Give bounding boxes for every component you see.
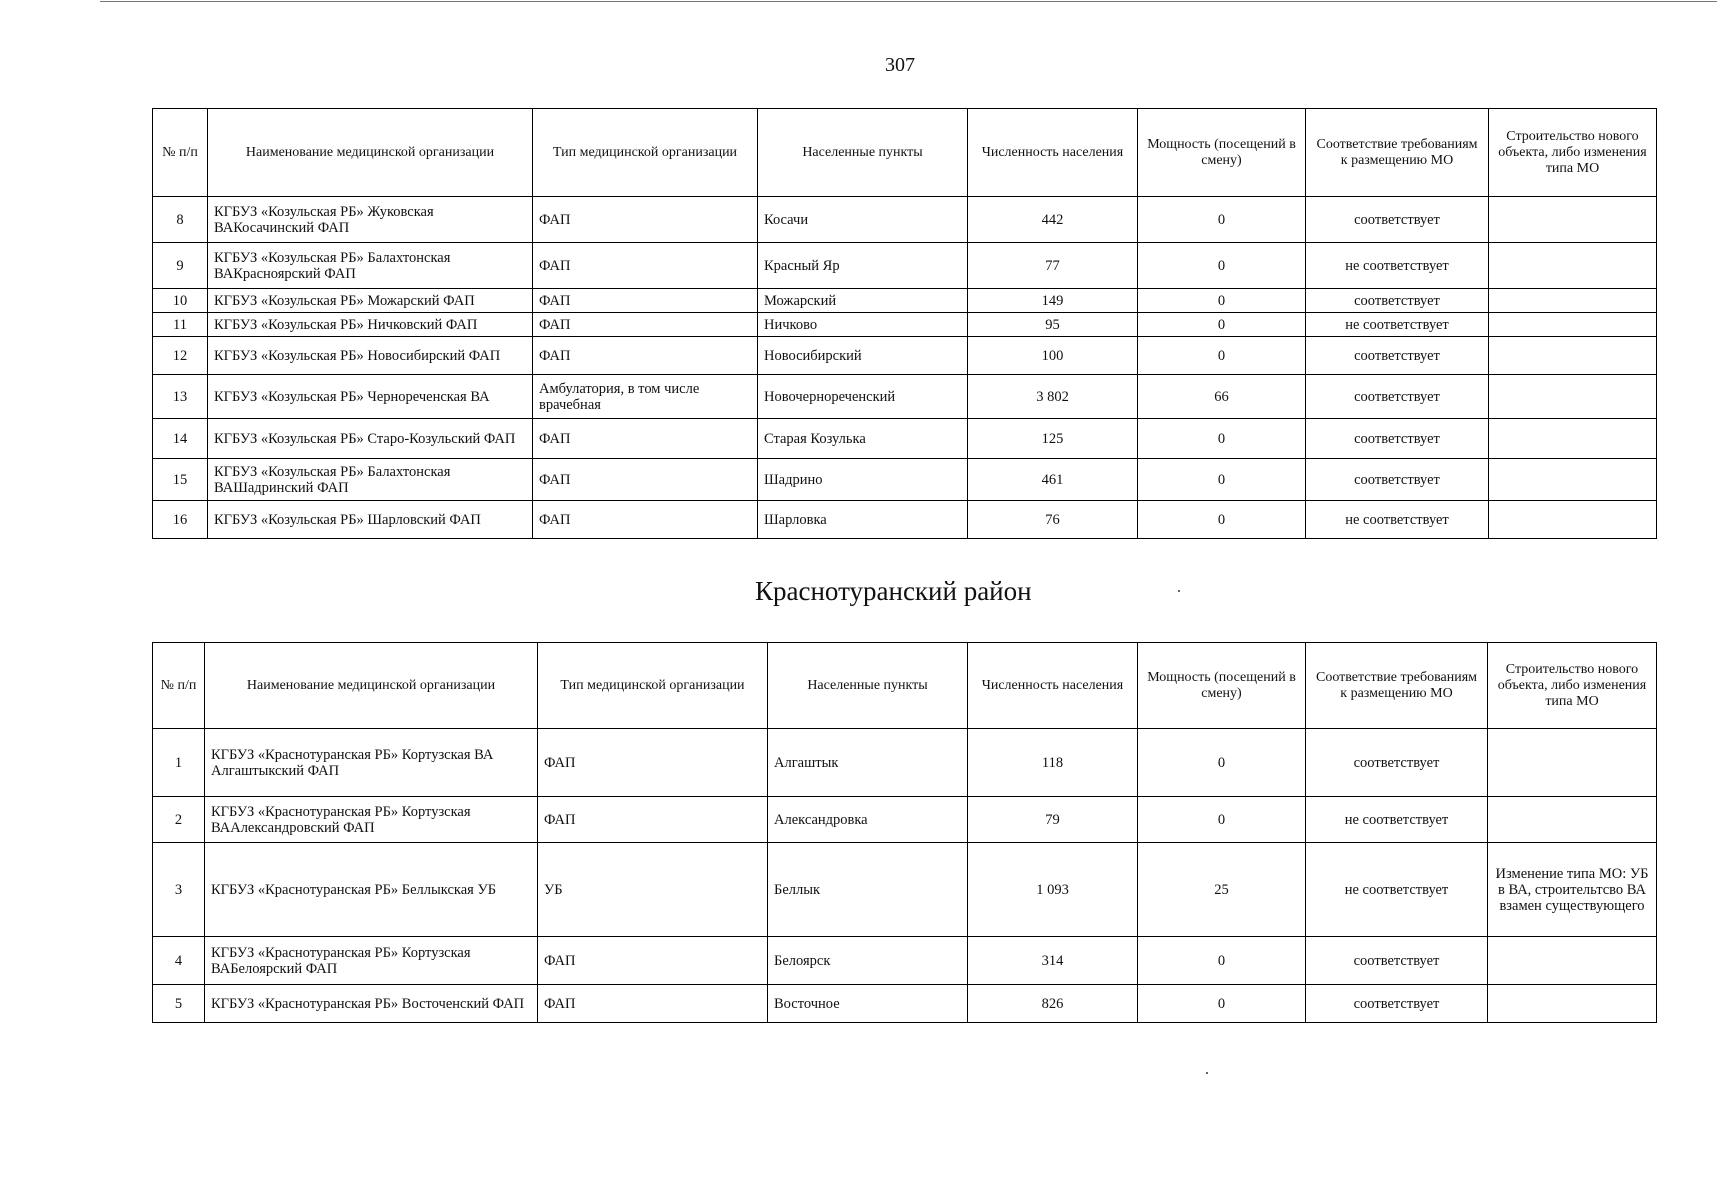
- organization-type-cell: ФАП: [538, 729, 768, 797]
- population-cell: 149: [968, 289, 1138, 313]
- organization-name-cell: КГБУЗ «Козульская РБ» Можарский ФАП: [208, 289, 533, 313]
- population-cell: 79: [968, 797, 1138, 843]
- compliance-cell: соответствует: [1306, 937, 1488, 985]
- organization-name-cell: КГБУЗ «Козульская РБ» Новосибирский ФАП: [208, 337, 533, 375]
- row-number-cell: 2: [153, 797, 205, 843]
- population-cell: 442: [968, 197, 1138, 243]
- locality-cell: Можарский: [758, 289, 968, 313]
- compliance-cell: не соответствует: [1306, 243, 1489, 289]
- locality-cell: Ничково: [758, 313, 968, 337]
- row-number-cell: 4: [153, 937, 205, 985]
- capacity-cell: 0: [1138, 459, 1306, 501]
- table-row: [153, 797, 1657, 843]
- population-cell: 1 093: [968, 843, 1138, 937]
- row-number-cell: 5: [153, 985, 205, 1023]
- table-header-row: [153, 109, 1657, 197]
- table-row: [153, 313, 1657, 337]
- capacity-cell: 0: [1138, 289, 1306, 313]
- construction-cell: [1488, 985, 1657, 1023]
- table-row: [153, 843, 1657, 937]
- table-row: [153, 729, 1657, 797]
- scan-speck: [1206, 1072, 1208, 1074]
- locality-cell: Красный Яр: [758, 243, 968, 289]
- organization-name-cell: КГБУЗ «Козульская РБ» Чернореченская ВА: [208, 375, 533, 419]
- population-cell: 118: [968, 729, 1138, 797]
- organization-name-cell: КГБУЗ «Козульская РБ» Старо-Козульский ФАП: [208, 419, 533, 459]
- locality-cell: Косачи: [758, 197, 968, 243]
- construction-cell: Изменение типа МО: УБ в ВА, строительтсво ВА взамен существующего: [1488, 843, 1657, 937]
- construction-cell: [1489, 459, 1657, 501]
- facilities-table-krasnoturansky: [152, 642, 1657, 1023]
- header-capacity: Мощность (посещений в смену): [1138, 109, 1306, 197]
- organization-type-cell: УБ: [538, 843, 768, 937]
- locality-cell: Шарловка: [758, 501, 968, 539]
- row-number-cell: 8: [153, 197, 208, 243]
- construction-cell: [1489, 501, 1657, 539]
- organization-name-cell: КГБУЗ «Козульская РБ» Балахтонская ВАШадринский ФАП: [208, 459, 533, 501]
- population-cell: 3 802: [968, 375, 1138, 419]
- header-num: № п/п: [153, 109, 208, 197]
- row-number-cell: 9: [153, 243, 208, 289]
- table-row: [153, 501, 1657, 539]
- organization-name-cell: КГБУЗ «Краснотуранская РБ» Беллыкская УБ: [205, 843, 538, 937]
- header-capacity: Мощность (посещений в смену): [1138, 643, 1306, 729]
- population-cell: 95: [968, 313, 1138, 337]
- organization-type-cell: ФАП: [533, 459, 758, 501]
- compliance-cell: соответствует: [1306, 197, 1489, 243]
- table-row: [153, 197, 1657, 243]
- compliance-cell: соответствует: [1306, 337, 1489, 375]
- capacity-cell: 0: [1138, 419, 1306, 459]
- locality-cell: Белоярск: [768, 937, 968, 985]
- construction-cell: [1489, 289, 1657, 313]
- header-construction: Строительство нового объекта, либо изменения типа МО: [1489, 109, 1657, 197]
- compliance-cell: не соответствует: [1306, 313, 1489, 337]
- table-row: [153, 243, 1657, 289]
- row-number-cell: 16: [153, 501, 208, 539]
- organization-type-cell: ФАП: [533, 501, 758, 539]
- capacity-cell: 0: [1138, 797, 1306, 843]
- scan-speck: [1178, 590, 1180, 592]
- header-compliance: Соответствие требованиям к размещению МО: [1306, 643, 1488, 729]
- facilities-table-kozulsky: [152, 108, 1657, 539]
- header-construction: Строительство нового объекта, либо изменения типа МО: [1488, 643, 1657, 729]
- population-cell: 461: [968, 459, 1138, 501]
- locality-cell: Восточное: [768, 985, 968, 1023]
- population-cell: 100: [968, 337, 1138, 375]
- construction-cell: [1488, 729, 1657, 797]
- capacity-cell: 66: [1138, 375, 1306, 419]
- organization-name-cell: КГБУЗ «Краснотуранская РБ» Кортузская ВАБелоярский ФАП: [205, 937, 538, 985]
- construction-cell: [1489, 243, 1657, 289]
- compliance-cell: соответствует: [1306, 375, 1489, 419]
- locality-cell: Александровка: [768, 797, 968, 843]
- organization-type-cell: ФАП: [538, 797, 768, 843]
- construction-cell: [1489, 337, 1657, 375]
- compliance-cell: не соответствует: [1306, 797, 1488, 843]
- compliance-cell: соответствует: [1306, 985, 1488, 1023]
- compliance-cell: соответствует: [1306, 289, 1489, 313]
- row-number-cell: 12: [153, 337, 208, 375]
- organization-name-cell: КГБУЗ «Краснотуранская РБ» Кортузская ВААлександровский ФАП: [205, 797, 538, 843]
- header-population: Численность населения: [968, 643, 1138, 729]
- organization-type-cell: ФАП: [533, 313, 758, 337]
- organization-name-cell: КГБУЗ «Краснотуранская РБ» Кортузская ВА Алгаштыкский ФАП: [205, 729, 538, 797]
- table-header-row: [153, 643, 1657, 729]
- construction-cell: [1489, 375, 1657, 419]
- compliance-cell: не соответствует: [1306, 843, 1488, 937]
- header-name: Наименование медицинской организации: [208, 109, 533, 197]
- organization-name-cell: КГБУЗ «Козульская РБ» Ничковский ФАП: [208, 313, 533, 337]
- compliance-cell: соответствует: [1306, 419, 1489, 459]
- construction-cell: [1489, 313, 1657, 337]
- header-type: Тип медицинской организации: [538, 643, 768, 729]
- organization-name-cell: КГБУЗ «Краснотуранская РБ» Восточенский ФАП: [205, 985, 538, 1023]
- population-cell: 314: [968, 937, 1138, 985]
- header-locality: Населенные пункты: [768, 643, 968, 729]
- capacity-cell: 0: [1138, 501, 1306, 539]
- header-locality: Населенные пункты: [758, 109, 968, 197]
- header-population: Численность населения: [968, 109, 1138, 197]
- organization-type-cell: ФАП: [533, 419, 758, 459]
- capacity-cell: 0: [1138, 729, 1306, 797]
- capacity-cell: 0: [1138, 337, 1306, 375]
- compliance-cell: не соответствует: [1306, 501, 1489, 539]
- row-number-cell: 14: [153, 419, 208, 459]
- table-row: [153, 375, 1657, 419]
- row-number-cell: 15: [153, 459, 208, 501]
- organization-name-cell: КГБУЗ «Козульская РБ» Шарловский ФАП: [208, 501, 533, 539]
- header-compliance: Соответствие требованиям к размещению МО: [1306, 109, 1489, 197]
- row-number-cell: 10: [153, 289, 208, 313]
- construction-cell: [1488, 937, 1657, 985]
- construction-cell: [1489, 419, 1657, 459]
- organization-type-cell: Амбулатория, в том числе врачебная: [533, 375, 758, 419]
- header-type: Тип медицинской организации: [533, 109, 758, 197]
- section-title-krasnoturansky: Краснотуранский район: [755, 576, 1032, 606]
- organization-name-cell: КГБУЗ «Козульская РБ» Балахтонская ВАКрасноярский ФАП: [208, 243, 533, 289]
- header-name: Наименование медицинской организации: [205, 643, 538, 729]
- population-cell: 77: [968, 243, 1138, 289]
- table-row: [153, 419, 1657, 459]
- compliance-cell: соответствует: [1306, 459, 1489, 501]
- organization-name-cell: КГБУЗ «Козульская РБ» Жуковская ВАКосачинский ФАП: [208, 197, 533, 243]
- row-number-cell: 11: [153, 313, 208, 337]
- row-number-cell: 13: [153, 375, 208, 419]
- compliance-cell: соответствует: [1306, 729, 1488, 797]
- table-row: [153, 337, 1657, 375]
- locality-cell: Шадрино: [758, 459, 968, 501]
- locality-cell: Алгаштык: [768, 729, 968, 797]
- population-cell: 826: [968, 985, 1138, 1023]
- table-row: [153, 459, 1657, 501]
- organization-type-cell: ФАП: [533, 337, 758, 375]
- organization-type-cell: ФАП: [533, 197, 758, 243]
- locality-cell: Беллык: [768, 843, 968, 937]
- table-row: [153, 985, 1657, 1023]
- locality-cell: Новосибирский: [758, 337, 968, 375]
- organization-type-cell: ФАП: [538, 985, 768, 1023]
- locality-cell: Новочернореченский: [758, 375, 968, 419]
- capacity-cell: 0: [1138, 197, 1306, 243]
- row-number-cell: 1: [153, 729, 205, 797]
- organization-type-cell: ФАП: [533, 243, 758, 289]
- construction-cell: [1488, 797, 1657, 843]
- header-num: № п/п: [153, 643, 205, 729]
- locality-cell: Старая Козулька: [758, 419, 968, 459]
- table-row: [153, 289, 1657, 313]
- capacity-cell: 0: [1138, 243, 1306, 289]
- row-number-cell: 3: [153, 843, 205, 937]
- construction-cell: [1489, 197, 1657, 243]
- top-border-line: [100, 1, 1717, 2]
- page-number: 307: [885, 54, 915, 76]
- population-cell: 76: [968, 501, 1138, 539]
- capacity-cell: 0: [1138, 985, 1306, 1023]
- capacity-cell: 0: [1138, 937, 1306, 985]
- organization-type-cell: ФАП: [533, 289, 758, 313]
- organization-type-cell: ФАП: [538, 937, 768, 985]
- population-cell: 125: [968, 419, 1138, 459]
- capacity-cell: 25: [1138, 843, 1306, 937]
- table-row: [153, 937, 1657, 985]
- capacity-cell: 0: [1138, 313, 1306, 337]
